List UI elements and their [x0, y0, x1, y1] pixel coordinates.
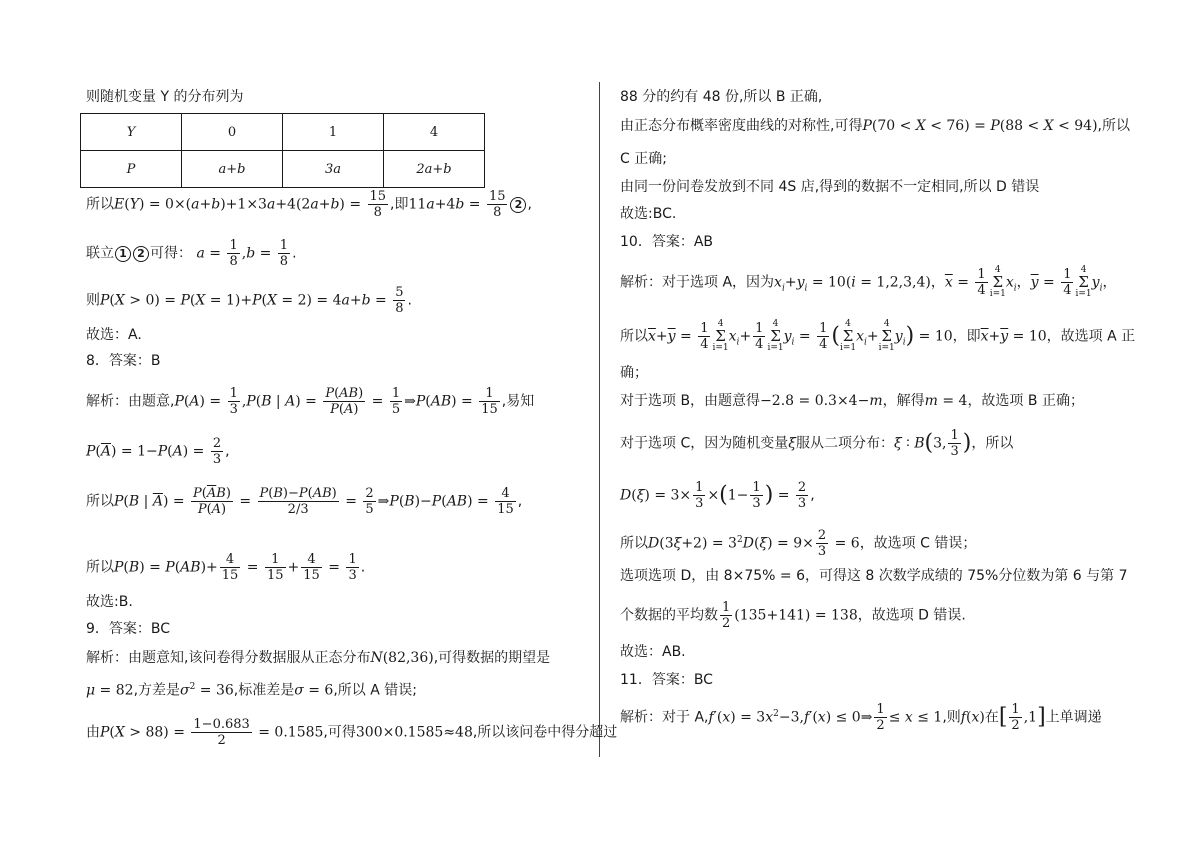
q9-line1: 解析：由题意知,该问卷得分数据服从正态分布N(82,36),可得数据的期望是: [86, 650, 551, 666]
text: 由: [86, 724, 100, 741]
q9-line3: 由P(X > 88) = $\frac{1-0.683}{2}$ = 0.1585,可得300×0.1585≈48,所以该问卷中得分超过: [86, 717, 618, 748]
text: 服从二项分布：: [795, 435, 894, 452]
table-cell: 2a+b: [384, 151, 485, 188]
q8-line2: $P(\overline{A}) = 1-P(A)$ = $\frac{2}{3}$ ,: [86, 436, 230, 467]
text: 所以: [620, 328, 648, 345]
circled-two: 2: [133, 246, 149, 262]
text: ,可得: [323, 724, 356, 741]
text: 解析：由题意,: [86, 393, 175, 410]
text: 解析：由题意知,该问卷得分数据服从正态分布: [86, 650, 371, 666]
text: ,所以: [1097, 118, 1130, 134]
q9-answer: 9．答案：BC: [86, 621, 171, 637]
text: ，故选项 A 正: [1046, 328, 1136, 345]
q9-cont-1: 88 分的约有 48 份,所以 B 正确,: [620, 89, 823, 105]
q9-cont-4: 由同一份问卷发放到不同 4S 店,得到的数据不一定相同,所以 D 错误: [620, 179, 1040, 195]
q8-line1: 解析：由题意,P(A) = $\frac{1}{3}$ ,P(B | A) = $\frac{P(AB)}{P(A)}$ = $\frac{1}{5}$ ⇒P(AB) = $\frac{1}{15}$ ,易知: [86, 386, 535, 417]
answer-b: 故选:B.: [86, 594, 133, 610]
answer-ab: 故选：AB.: [620, 644, 686, 660]
q8-line4: 所以P(B) = P(AB)+ $\frac{4}{15}$ = $\frac{1}{15}$ + $\frac{4}{15}$ = $\frac{1}{3}$ .: [86, 552, 366, 583]
q11-answer: 11．答案：BC: [620, 672, 713, 688]
table-cell: a+b: [182, 151, 283, 188]
circled-one: 1: [115, 246, 131, 262]
text: ,标准差是: [233, 682, 295, 699]
text: 对于选项 B，由题意得: [620, 393, 761, 409]
distribution-intro: 则随机变量 Y 的分布列为: [86, 89, 244, 105]
q9-line2: μ = 82,方差是$\sigma^2 = 36$,标准差是σ = 6,所以 A 错误;: [86, 682, 417, 699]
text: ，即: [952, 328, 981, 345]
text: ，解得: [882, 393, 925, 409]
q10-line4: 对于选项 B，由题意得−2.8 = 0.3×4−m，解得m = 4，故选项 B 正确；: [620, 393, 1084, 409]
text: ,可得数据的期望是: [433, 650, 551, 666]
text: 解析：对于选项 A，因为: [620, 274, 775, 291]
table-cell: P: [81, 151, 182, 188]
table-cell: 1: [283, 114, 384, 151]
text: 可得：: [150, 245, 192, 262]
answer-bc: 故选:BC.: [620, 206, 677, 222]
text: 所以: [86, 493, 114, 510]
q10-line7: 所以$D(3\xi+2) = 3^2D(\xi) = 9\times$ $\frac{2}{3}$ = 6，故选项 C 错误；: [620, 528, 977, 559]
text: ,即: [390, 196, 409, 213]
q9-cont-3: C 正确;: [620, 151, 667, 167]
q10-line5: 对于选项 C，因为随机变量ξ服从二项分布：ξ ∶ B(3, $\frac{1}{3}$ )，所以: [620, 428, 1014, 459]
q9-cont-2: 由正态分布概率密度曲线的对称性,可得P(70 < X < 76) = P(88 < X < 94),所以: [620, 118, 1130, 134]
text: 解析：对于 A,: [620, 709, 709, 726]
text: ，故选项 D 错误.: [857, 607, 966, 624]
probability-line: 则P(X > 0) = P(X = 1)+P(X = 2) = 4a+b = $\frac{5}{8}$ .: [86, 285, 412, 316]
q11-line1: 解析：对于 $A,f'(x) = 3x^2-3,f'(x)$ ≤ 0⇒ $\frac{1}{2}$ ≤ x ≤ 1,则f(x)在[ $\frac{1}{2}$ ,1]上单调递: [620, 702, 1102, 733]
table-row: [81, 114, 485, 151]
q8-answer: 8．答案：B: [86, 353, 161, 369]
text: ,所以该问卷中得分超过: [472, 724, 618, 741]
text: 对于选项 C，因为随机变量: [620, 435, 789, 452]
text: 则: [86, 292, 100, 309]
q10-line2: 所以$\overline{x}+\overline{y}$ = $\frac{1}{4}$ 4 Σ $i=1x_i+$ $\frac{1}{4}$ 4 Σ $i=1y_i$ = $\frac{1}{4}$ ( 4 Σ $i=1x_i+4$ Σ $i=1y_i) = 10$，即$\overline{x}+\overline{y} = 10$，故选项 A 正: [620, 319, 1136, 353]
q10-line6: D(ξ) = 3× $\frac{1}{3}$ ×(1− $\frac{1}{3}$ ) = $\frac{2}{3}$ ,: [620, 480, 815, 511]
column-divider: [599, 82, 600, 757]
table-row: [81, 151, 485, 188]
text: 由正态分布概率密度曲线的对称性,可得: [620, 118, 863, 134]
distribution-table: [80, 113, 485, 188]
q10-line1: 解析：对于选项 A，因为$x_i+y_i = 10(i = 1,2,3,4)$，$\overline{x}$ = $\frac{1}{4}$ 4 Σ $i=1x_i$，$\overline{y}$ = $\frac{1}{4}$ 4 Σ $i=1y_i$，: [620, 265, 1117, 299]
expectation-line: 所以E(Y) = 0×(a+b)+1×3a+4(2a+b) = $\frac{15}{8}$ ,即11a+4b = $\frac{15}{8}$ 2 ,: [86, 189, 532, 220]
text: 所以: [620, 535, 648, 552]
circled-two: 2: [510, 197, 526, 213]
q10-line8: 选项选项 D，由 8×75% = 6，可得这 8 次数学成绩的 75%分位数为第 6 与第 7: [620, 568, 1128, 584]
text: ,方差是: [133, 682, 181, 699]
q10-answer: 10．答案：AB: [620, 234, 713, 250]
text: 在: [984, 709, 999, 726]
text: ，故选项 C 错误；: [859, 535, 977, 552]
q10-line3: 确；: [620, 365, 648, 381]
text: ，故选项 B 正确；: [967, 393, 1084, 409]
text: 个数据的平均数: [620, 607, 718, 624]
solve-line: 联立 1 2 可得： a = $\frac{1}{8}$ ,b = $\frac{1}{8}$ .: [86, 238, 297, 269]
q10-line9: 个数据的平均数 $\frac{1}{2}$ (135+141) = 138，故选项 D 错误.: [620, 600, 966, 631]
text: 所以: [86, 559, 114, 576]
table-cell: 4: [384, 114, 485, 151]
answer-a: 故选：A.: [86, 327, 142, 343]
text: ,易知: [501, 393, 535, 410]
text: ,所以 A 错误;: [333, 682, 417, 699]
text: 上单调递: [1045, 709, 1102, 726]
q8-line3: 所以P(B | $\overline{A}$) = $\frac{P(\overline{A}B)}{P(\overline{A})}$ = $\frac{P(B)-P(AB)}{2/3}$ = $\frac{2}{5}$ ⇒P(B)−P(AB) = $\frac{4}{15}$ ,: [86, 486, 523, 517]
text: ,则: [942, 709, 961, 726]
table-cell: 0: [182, 114, 283, 151]
table-cell: 3a: [283, 151, 384, 188]
text: 所以: [86, 196, 114, 213]
table-cell: Y: [81, 114, 182, 151]
text: ，所以: [971, 435, 1014, 452]
text: 联立: [86, 245, 114, 262]
